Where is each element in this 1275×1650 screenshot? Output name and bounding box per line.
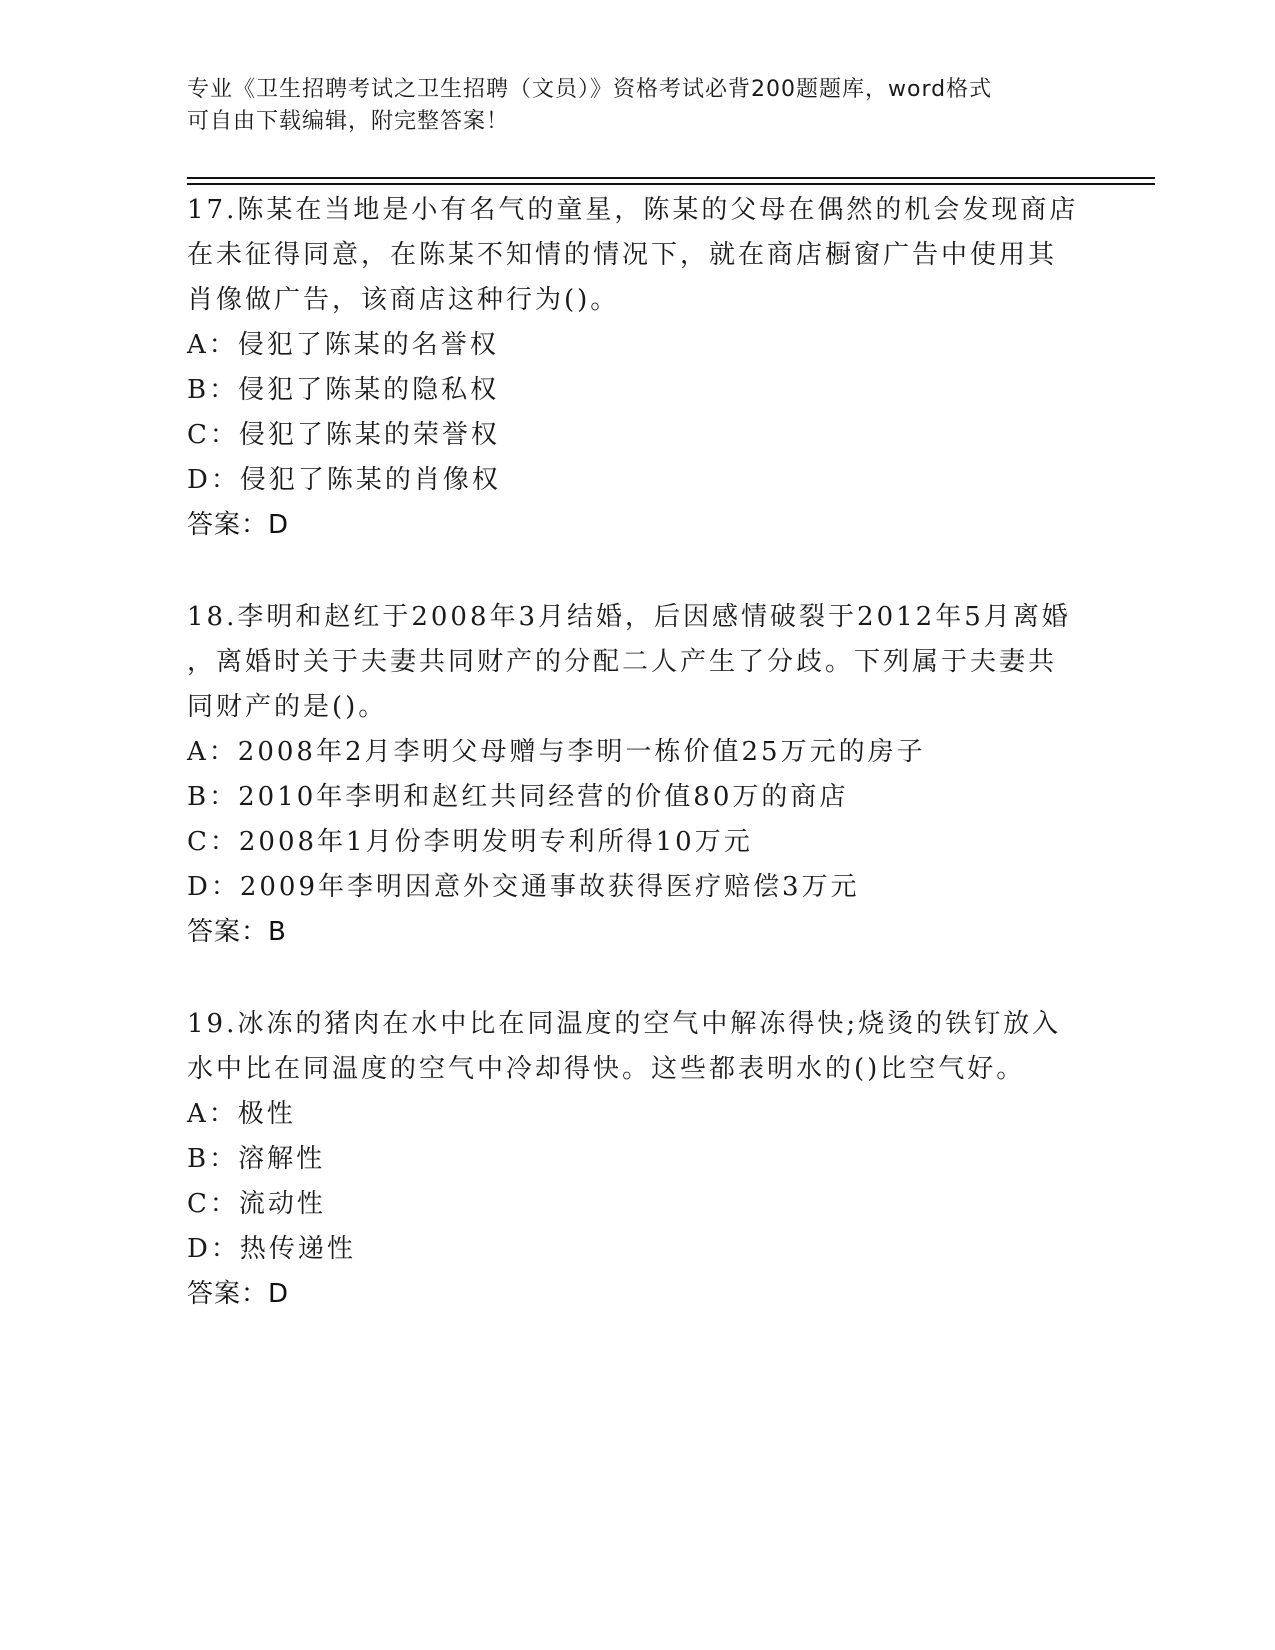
header-divider-top: [187, 177, 1155, 179]
answer-line: 答案：B: [187, 917, 287, 947]
option-a: A：侵犯了陈某的名誉权: [187, 330, 499, 360]
answer-line: 答案：D: [187, 510, 290, 540]
answer-line: 答案：D: [187, 1279, 290, 1309]
option-c: C：侵犯了陈某的荣誉权: [187, 420, 500, 450]
question-stem-line: 在未征得同意，在陈某不知情的情况下，就在商店橱窗广告中使用其: [187, 240, 1058, 270]
header-line-1: 专业《卫生招聘考试之卫生招聘（文员）》资格考试必背200题题库，word格式: [187, 77, 993, 102]
question-18: [187, 595, 1087, 955]
question-stem-line: 17.陈某在当地是小有名气的童星，陈某的父母在偶然的机会发现商店: [187, 195, 1079, 225]
option-a: A：2008年2月李明父母赠与李明一栋价值25万元的房子: [187, 737, 926, 767]
option-b: B：溶解性: [187, 1144, 326, 1174]
option-d: D：侵犯了陈某的肖像权: [187, 465, 501, 495]
option-b: B：2010年李明和赵红共同经营的价值80万的商店: [187, 782, 849, 812]
header-line-2: 可自由下载编辑，附完整答案！: [187, 109, 510, 134]
header-divider-bottom: [187, 183, 1155, 185]
option-d: D：热传递性: [187, 1234, 356, 1264]
question-stem-line: 同财产的是()。: [187, 692, 388, 722]
option-c: C：2008年1月份李明发明专利所得10万元: [187, 827, 753, 857]
question-stem-line: 水中比在同温度的空气中冷却得快。这些都表明水的()比空气好。: [187, 1054, 1026, 1084]
question-19: [187, 1002, 1087, 1317]
option-a: A：极性: [187, 1099, 296, 1129]
question-17: [187, 188, 1087, 548]
option-b: B：侵犯了陈某的隐私权: [187, 375, 500, 405]
option-c: C：流动性: [187, 1189, 326, 1219]
question-stem-line: 18.李明和赵红于2008年3月结婚，后因感情破裂于2012年5月离婚: [187, 602, 1071, 632]
question-stem-line: ，离婚时关于夫妻共同财产的分配二人产生了分歧。下列属于夫妻共: [187, 647, 1058, 677]
document-header: [187, 74, 1067, 138]
option-d: D：2009年李明因意外交通事故获得医疗赔偿3万元: [187, 872, 860, 902]
question-stem-line: 19.冰冻的猪肉在水中比在同温度的空气中解冻得快;烧烫的铁钉放入: [187, 1009, 1062, 1039]
question-stem-line: 肖像做广告，该商店这种行为()。: [187, 285, 620, 315]
